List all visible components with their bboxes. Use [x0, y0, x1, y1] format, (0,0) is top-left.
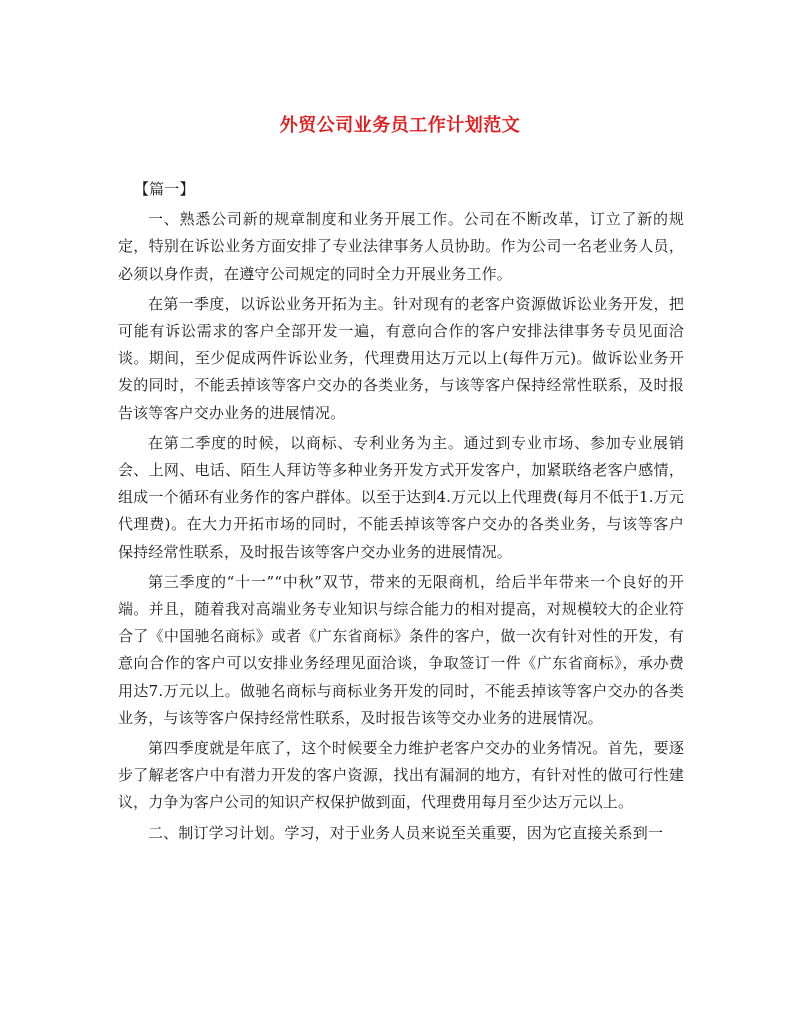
paragraph-1: 一、熟悉公司新的规章制度和业务开展工作。公司在不断改革，订立了新的规定，特别在诉讼业务方面安排了专业法律事务人员协助。作为公司一名老业务人员，必须以身作责，在遵守公司规定的同时全力开展业务工作。	[118, 210, 684, 283]
paragraph-6: 二、制订学习计划。学习，对于业务人员来说至关重要，因为它直接关系到一	[148, 823, 664, 842]
paragraph-4: 第三季度的“十一”“中秋”双节，带来的无限商机，给后半年带来一个良好的开端。并且，随着我对高端业务专业知识与综合能力的相对提高，对规模较大的企业符合了《中国驰名商标》或者《广东省商标》条件的客户，做一次有针对性的开发，有意向合作的客户可以安排业务经理见面洽谈，争取签订一件《广东省商标》，承办费用达7.万元以上。做驰名商标与商标业务开发的同时，不能丢掉该等客户交办的各类业务，与该等客户保持经常性联系，及时报告该等交办业务的进展情况。	[118, 572, 684, 727]
document-body	[118, 176, 684, 847]
section-label: 【篇一】	[134, 180, 195, 198]
document-title: 外贸公司业务员工作计划范文	[279, 115, 521, 136]
paragraph-2: 在第一季度，以诉讼业务开拓为主。针对现有的老客户资源做诉讼业务开发，把可能有诉讼需求的客户全部开发一遍，有意向合作的客户安排法律事务专员见面洽谈。期间，至少促成两件诉讼业务，代理费用达万元以上(每件万元)。做诉讼业务开发的同时，不能丢掉该等客户交办的各类业务，与该等客户保持经常性联系，及时报告该等客户交办业务的进展情况。	[118, 294, 684, 422]
paragraph-5: 第四季度就是年底了，这个时候要全力维护老客户交办的业务情况。首先，要逐步了解老客户中有潜力开发的客户资源，找出有漏洞的地方，有针对性的做可行性建议，力争为客户公司的知识产权保护做到面，代理费用每月至少达万元以上。	[118, 739, 684, 812]
paragraph-3: 在第二季度的时候，以商标、专利业务为主。通过到专业市场、参加专业展销会、上网、电话、陌生人拜访等多种业务开发方式开发客户，加紧联络老客户感情，组成一个循环有业务作的客户群体。以至于达到4.万元以上代理费(每月不低于1.万元代理费)。在大力开拓市场的同时，不能丢掉该等客户交办的各类业务，与该等客户保持经常性联系，及时报告该等客户交办业务的进展情况。	[118, 433, 684, 561]
